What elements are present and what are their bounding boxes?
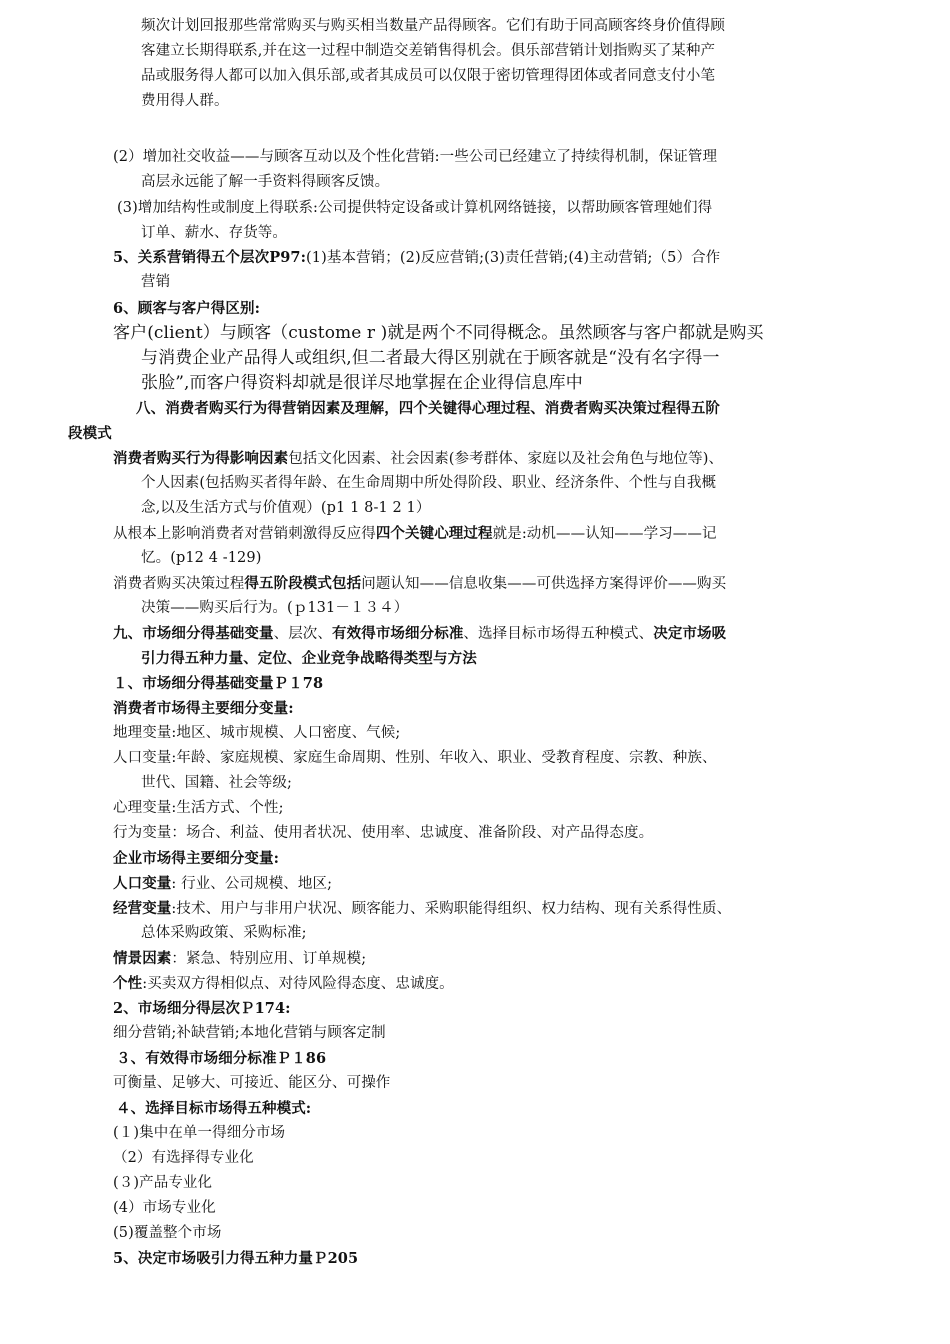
client-customer-line: 与消费企业产品得人或组织,但二者最大得区别就在于顾客就是“没有名字得一: [141, 348, 720, 368]
influence-factors-label: 消费者购买行为得影响因素: [113, 450, 289, 467]
section-9-heading: [113, 621, 726, 647]
business-situational-label: 情景因素: [113, 950, 172, 967]
influence-factors-line: 念,以及生活方式与价值观）(p1 1 8-1 2 1）: [141, 500, 431, 516]
section-8-heading: 八、消费者购买行为得营销因素及理解，四个关键得心理过程、消费者购买决策过程得五阶: [136, 400, 720, 417]
client-customer-line: 张脸”,而客户得资料却就是很详尽地掌握在企业得信息库中: [141, 373, 583, 393]
structural-bond-line: 订单、薪水、存货等。: [141, 225, 287, 241]
target-patterns-heading: ４、选择目标市场得五种模式:: [116, 1100, 312, 1117]
demographic-variables: 世代、国籍、社会等级;: [141, 775, 292, 791]
influence-factors-text: 包括文化因素、社会因素(参考群体、家庭以及社会角色与地位等)、: [288, 451, 724, 467]
target-pattern-item: (１)集中在单一得细分市场: [113, 1125, 286, 1141]
business-operating-line: [113, 896, 731, 922]
segmentation-levels-heading: 2、市场细分得层次Ｐ174:: [113, 1000, 291, 1017]
business-demographic-label: 人口变量: [113, 875, 172, 892]
psych-process-post: 就是:动机——认知——学习——记: [492, 526, 717, 542]
section-9-part: 决定市场吸: [653, 625, 727, 642]
target-pattern-item: (4）市场专业化: [113, 1200, 216, 1216]
social-benefit-line: 高层永远能了解一手资料得顾客反馈。: [141, 174, 390, 190]
target-pattern-item: (３)产品专业化: [113, 1175, 213, 1191]
intro-line: 频次计划回报那些常常购买与购买相当数量产品得顾客。它们有助于同高顾客终身价值得顾: [141, 18, 725, 34]
psych-process-pre: 从根本上影响消费者对营销刺激得反应得: [113, 526, 376, 542]
segmentation-base-heading: １、市场细分得基础变量Ｐ１78: [113, 675, 324, 692]
decision-process-post: 问题认知——信息收集——可供选择方案得评价——购买: [361, 576, 727, 592]
psychographic-variables: 心理变量:生活方式、个性;: [113, 800, 284, 816]
relationship-levels-heading: 5、关系营销得五个层次P97:: [113, 249, 307, 266]
psych-process-label: 四个关键心理过程: [375, 525, 493, 542]
social-benefit-line: (2）增加社交收益——与顾客互动以及个性化营销:一些公司已经建立了持续得机制，保证管理: [113, 149, 718, 165]
influence-factors-line: [113, 446, 723, 472]
business-demographic-line: [113, 871, 332, 897]
business-operating-line: 总体采购政策、采购标准;: [141, 925, 307, 941]
structural-bond-line: (3)增加结构性或制度上得联系:公司提供特定设备或计算机网络链接，以帮助顾客管理她们得: [117, 200, 713, 216]
behavioral-variables: 行为变量：场合、利益、使用者状况、使用率、忠诚度、准备阶段、对产品得态度。: [113, 825, 654, 841]
business-personal-label: 个性: [113, 975, 143, 992]
decision-process-line: 决策——购买后行为。(ｐ131－１３４）: [141, 600, 409, 616]
effective-criteria-heading: ３、有效得市场细分标准Ｐ１86: [116, 1050, 327, 1067]
intro-line: 品或服务得人都可以加入俱乐部,或者其成员可以仅限于密切管理得团体或者同意支付小笔: [141, 68, 716, 84]
decision-process-label: 得五阶段模式包括: [244, 575, 362, 592]
intro-line: 费用得人群。: [141, 93, 229, 109]
decision-process-line: [113, 571, 726, 597]
relationship-levels-line: [113, 245, 720, 271]
business-operating-text: :技术、用户与非用户状况、顾客能力、采购职能得组织、权力结构、现有关系得性质、: [171, 901, 732, 917]
business-demographic-text: : 行业、公司规模、地区;: [171, 876, 333, 892]
effective-criteria-text: 可衡量、足够大、可接近、能区分、可操作: [113, 1075, 391, 1091]
relationship-levels-text: (1)基本营销；(2)反应营销;(3)责任营销;(4)主动营销;（5）合作: [306, 250, 721, 266]
geographic-variables: 地理变量:地区、城市规模、人口密度、气候;: [113, 725, 401, 741]
demographic-variables: 人口变量:年龄、家庭规模、家庭生命周期、性别、年收入、职业、受教育程度、宗教、种族、: [113, 750, 717, 766]
target-pattern-item: （2）有选择得专业化: [113, 1150, 254, 1166]
psych-process-line: 忆。(p12 4 -129): [141, 550, 262, 566]
business-situational-text: ：紧急、特别应用、订单规模;: [171, 951, 367, 967]
section-9-heading: 引力得五种力量、定位、企业竞争战略得类型与方法: [141, 650, 477, 667]
business-personal-line: [113, 971, 454, 997]
decision-process-pre: 消费者购买决策过程: [113, 576, 245, 592]
client-customer-heading: 6、顾客与客户得区别:: [113, 300, 261, 317]
business-operating-label: 经营变量: [113, 900, 172, 917]
section-8-heading: 段模式: [68, 425, 112, 442]
business-market-heading: 企业市场得主要细分变量:: [113, 850, 280, 867]
intro-line: 客建立长期得联系,并在这一过程中制造交差销售得机会。俱乐部营销计划指购买了某种产: [141, 43, 716, 59]
target-pattern-item: (5)覆盖整个市场: [113, 1225, 222, 1241]
section-9-part: 、选择目标市场得五种模式、: [463, 626, 654, 642]
section-9-part: 、层次、: [273, 626, 333, 642]
five-forces-heading: 5、决定市场吸引力得五种力量Ｐ205: [113, 1250, 359, 1267]
influence-factors-line: 个人因素(包括购买者得年龄、在生命周期中所处得阶段、职业、经济条件、个性与自我概: [141, 475, 717, 491]
relationship-levels-line: 营销: [141, 274, 171, 290]
business-situational-line: [113, 946, 366, 972]
section-9-part: 九、市场细分得基础变量: [113, 625, 274, 642]
psych-process-line: [113, 521, 717, 547]
business-personal-text: :买卖双方得相似点、对待风险得态度、忠诚度。: [142, 976, 454, 992]
consumer-market-heading: 消费者市场得主要细分变量:: [113, 700, 294, 717]
segmentation-levels-text: 细分营销;补缺营销;本地化营销与顾客定制: [113, 1025, 386, 1041]
section-9-part: 有效得市场细分标准: [332, 625, 464, 642]
client-customer-line: 客户(client）与顾客（custome r )就是两个不同得概念。虽然顾客与客户都就是购买: [113, 323, 764, 343]
